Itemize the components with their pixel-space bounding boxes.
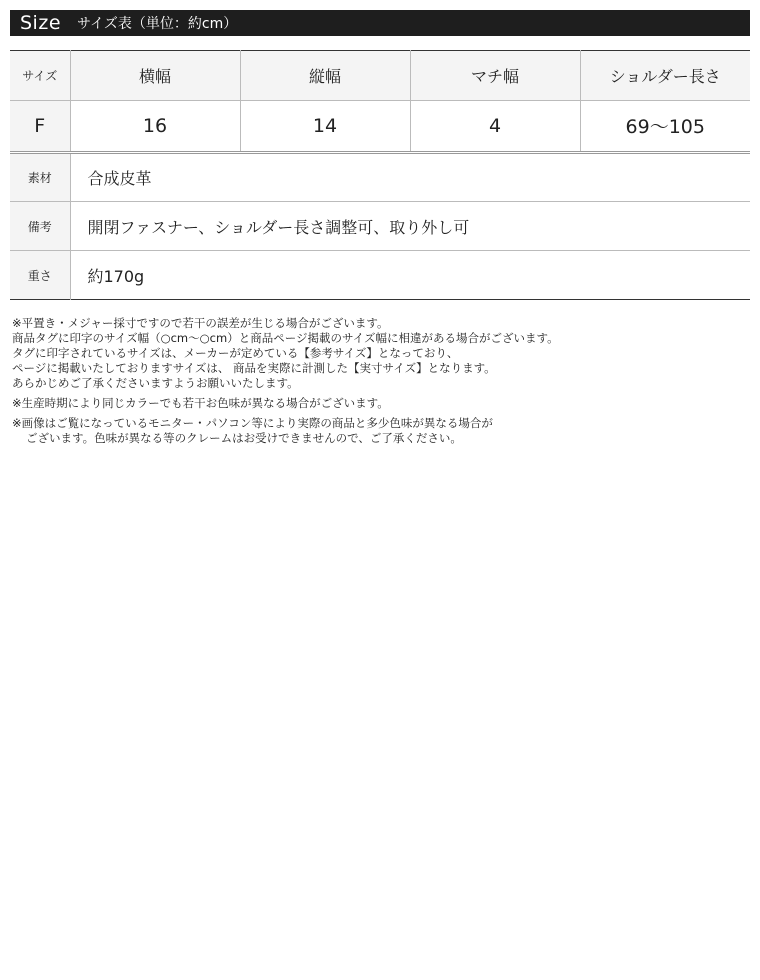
cell-height: 14 bbox=[240, 101, 410, 151]
col-header-gusset: マチ幅 bbox=[410, 51, 580, 101]
cell-gusset: 4 bbox=[410, 101, 580, 151]
size-title: Size bbox=[20, 12, 62, 34]
col-header-size: サイズ bbox=[10, 51, 70, 101]
info-row-remarks bbox=[10, 202, 750, 251]
weight-value: 約170g bbox=[70, 251, 750, 300]
note-tag-size-4: あらかじめご了承くださいますようお願いいたします。 bbox=[12, 376, 299, 390]
info-row-weight bbox=[10, 251, 750, 300]
size-table bbox=[10, 50, 750, 151]
note-measurement: ※平置き・メジャー採寸ですので若干の誤差が生じる場合がございます。 bbox=[12, 316, 389, 330]
notes-section bbox=[12, 316, 748, 446]
cell-shoulder: 69～105 bbox=[580, 101, 750, 151]
col-header-height: 縦幅 bbox=[240, 51, 410, 101]
info-table bbox=[10, 151, 750, 300]
weight-label: 重さ bbox=[10, 251, 70, 300]
col-header-shoulder: ショルダー長さ bbox=[580, 51, 750, 101]
size-table-header-row bbox=[10, 51, 750, 101]
remarks-value: 開閉ファスナー、ショルダー長さ調整可、取り外し可 bbox=[70, 202, 750, 251]
size-subtitle: サイズ表（単位：約cm） bbox=[77, 16, 238, 32]
size-header-bar bbox=[10, 10, 750, 36]
col-header-width: 横幅 bbox=[70, 51, 240, 101]
cell-size: F bbox=[10, 101, 70, 151]
note-tag-size-1: 商品タグに印字のサイズ幅（○cm～○cm）と商品ページ掲載のサイズ幅に相違がある場合がございます。 bbox=[12, 331, 559, 345]
material-label: 素材 bbox=[10, 153, 70, 202]
note-color-monitor-1: ※画像はご覧になっているモニター・パソコン等により実際の商品と多少色味が異なる場合が bbox=[12, 416, 493, 430]
material-value: 合成皮革 bbox=[87, 169, 152, 188]
note-tag-size-2: タグに印字されているサイズは、メーカーが定めている【参考サイズ】となっており、 bbox=[12, 346, 459, 360]
note-color-production: ※生産時期により同じカラーでも若干お色味が異なる場合がございます。 bbox=[12, 396, 389, 410]
cell-width: 16 bbox=[70, 101, 240, 151]
size-table-row bbox=[10, 101, 750, 151]
note-tag-size-3: ページに掲載いたしておりますサイズは、 商品を実際に計測した【実寸サイズ】となります。 bbox=[12, 361, 496, 375]
remarks-label: 備考 bbox=[10, 202, 70, 251]
note-color-monitor-2: ございます。色味が異なる等のクレームはお受けできませんので、ご了承ください。 bbox=[26, 431, 462, 445]
info-row-material bbox=[10, 153, 750, 202]
